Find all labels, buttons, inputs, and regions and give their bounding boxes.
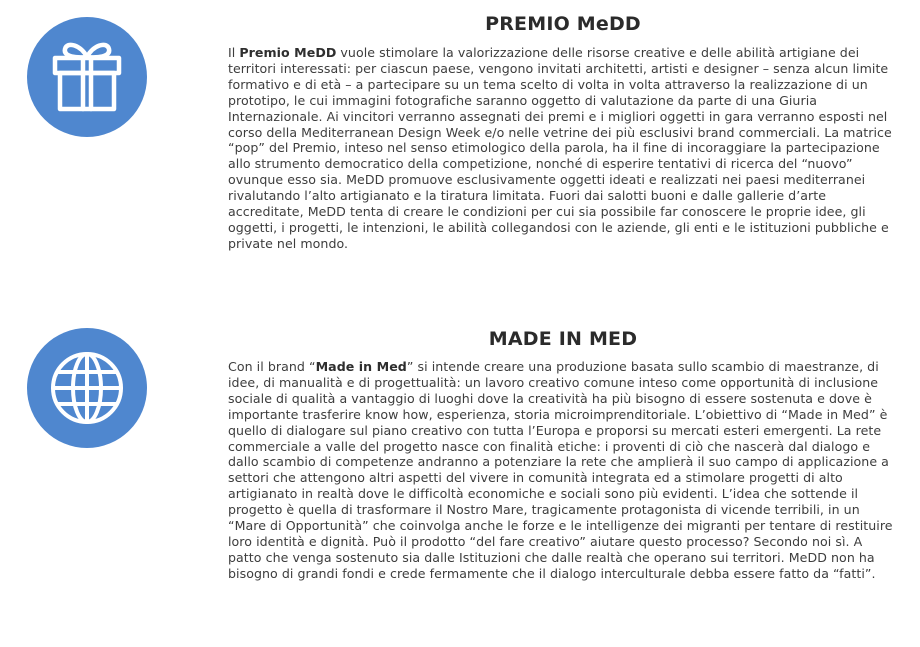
page-title: MADE IN MED [488,328,638,350]
lead-prefix: Il [228,45,240,60]
made-in-med-section [0,316,920,647]
gift-icon [45,35,129,119]
premio-section [0,0,920,300]
globe-icon-circle [27,328,147,448]
lead-bold: Premio MeDD [239,45,337,60]
section-paragraph [228,45,896,252]
paragraph-body: ” si intende creare una produzione basata sullo scambio di maestranze, di idee, di manualità e di progettualità: un lavoro creativo comune inteso come opportunità di inclusione sociale di qualità a vantaggio di luoghi dove la creatività ha più bisogno di essere sostenuta e dove è importante trasferire know how, esperienza, storia microimprenditoriale. L’obiettivo di “Made in Med” è quello di dialogare sul piano creativo con tutta l’Europa e proporsi su mercati esteri emergenti. La rete commerciale a valle del progetto nasce con finalità etiche: i proventi di ciò che nascerà dal dialogo e dallo scambio di competenze andranno a potenziare la rete che amplierà il suo campo di applicazione a settori che attengono altri aspetti del vivere in comunità integrata ed a stimolare progetti di alto artigianato in realtà dove le difficoltà economiche e sociali sono più evidenti. L’idea che sottende il progetto è quella di trasformare il Nostro Mare, tragicamente protagonista di vicende terribili, in un “Mare di Opportunità” che coinvolga anche le forze e le intelligenze dei migranti per tentare di restituire loro identità e dignità. Può il prodotto “del fare creativo” aiutare questo processo? Secondo noi sì. A patto che venga sostenuto sia dalle Istituzioni che dalle realtà che operano sui territori. MeDD non ha bisogno di grandi fondi e crede fermamente che il dialogo interculturale debba essere fatto da “fatti”. [228,359,893,581]
lead-bold: Made in Med [315,359,407,374]
gift-icon-circle [27,17,147,137]
section-paragraph [228,359,896,582]
globe-icon [47,348,127,428]
lead-prefix: Con il brand “ [228,359,316,374]
page-title: PREMIO MeDD [485,13,641,35]
paragraph-body: vuole stimolare la valorizzazione delle risorse creative e delle abilità artigiane dei territori interessati: per ciascun paese, vengono invitati architetti, artisti e designer – senza alcun limite formativo e di età – a partecipare su un tema scelto di volta in volta attraverso la realizzazione di un prototipo, le cui immagini fotografiche saranno oggetto di valutazione da parte di una Giuria Internazionale. Ai vincitori verranno assegnati dei premi e i migliori oggetti in gara verranno esposti nel corso della Mediterranean Design Week e/o nelle vetrine dei più esclusivi brand commerciali. La matrice “pop” del Premio, inteso nel senso etimologico della parola, ha il fine di incoraggiare la partecipazione allo strumento democratico della competizione, nonché di esperire tentativi di ricerca del “nuovo” ovunque esso sia. MeDD promuove esclusivamente oggetti ideati e realizzati nei paesi mediterranei rivalutando l’alto artigianato e la tiratura limitata. Fuori dai salotti buoni e dalle gallerie d’arte accreditate, MeDD tenta di creare le condizioni per cui sia possibile far conoscere le proprie idee, gli oggetti, i progetti, le intenzioni, le abilità collegandosi con le aziende, gli enti e le istituzioni pubbliche e private nel mondo. [228,45,892,251]
